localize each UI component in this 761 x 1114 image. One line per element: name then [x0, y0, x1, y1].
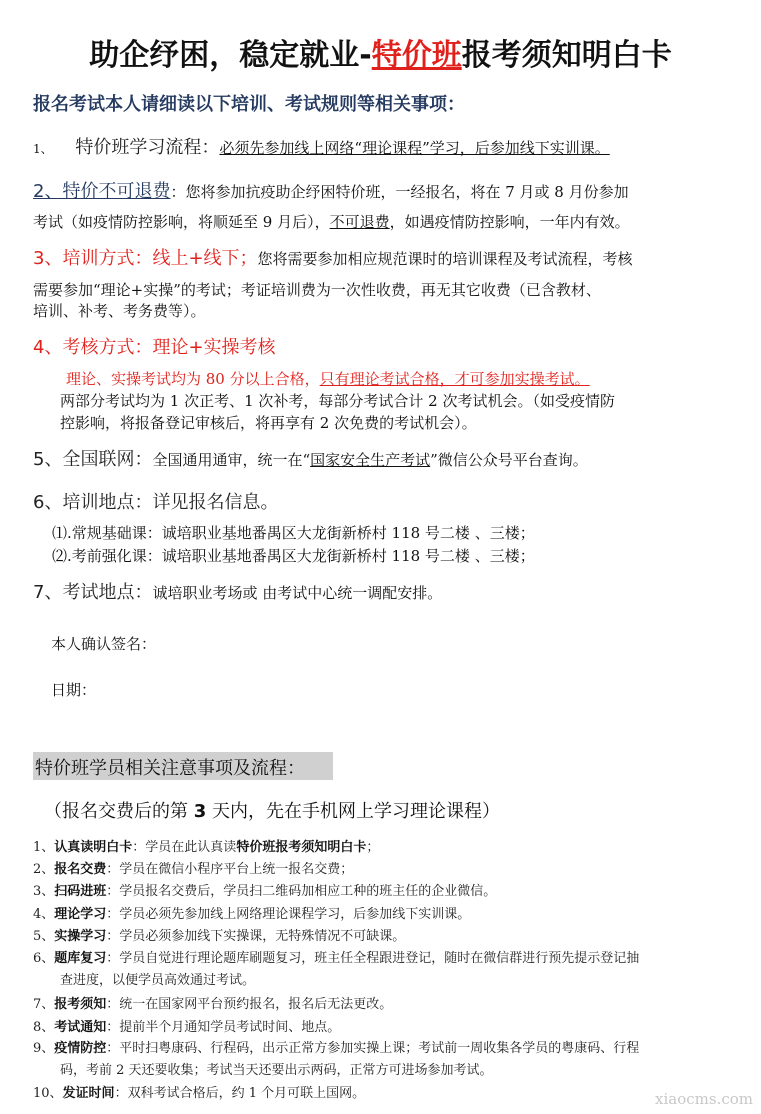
section-2-subtitle	[44, 797, 500, 823]
watermark: xiaocms.com	[655, 1090, 753, 1108]
item-6-label: 6、培训地点：详见报名信息。	[33, 492, 279, 513]
item-1-text: 必须先参加线上网络“理论课程”学习，后参加线下实训课。	[219, 139, 610, 157]
step-text: ：学员必须先参加线上网络理论课程学习，后参加线下实训课。	[106, 907, 471, 922]
item-2-line-2	[33, 211, 630, 232]
page-title	[0, 30, 761, 74]
subtitle-part-2: 天内，先在手机网上学习理论课程）	[206, 801, 500, 822]
step-2	[33, 858, 353, 877]
step-label: 报考须知	[54, 997, 107, 1012]
item-4-text-1: 理论、实操考试均为 80 分以上合格，	[66, 370, 320, 388]
step-5	[33, 925, 405, 944]
item-1-number: 1、	[33, 142, 53, 156]
step-label: 题库复习	[54, 951, 107, 966]
step-label: 发证时间	[62, 1086, 115, 1101]
item-4-line-3: 控影响，将报备登记审核后，将再享有 2 次免费的考试机会）。	[60, 414, 477, 432]
step-label: 实操学习	[54, 929, 107, 944]
step-label: 报名交费	[54, 862, 107, 877]
step-text: ：提前半个月通知学员考试时间、地点。	[106, 1020, 341, 1035]
item-7-label: 7、考试地点：	[33, 582, 153, 603]
step-tail: ；	[366, 840, 380, 855]
step-text: ：双科考试合格后，约 1 个月可联上国网。	[114, 1086, 366, 1101]
step-number: 10、	[33, 1086, 63, 1101]
step-highlight: 特价班	[236, 840, 276, 855]
signature-label: 本人确认签名：	[51, 635, 157, 653]
item-4-line-2: 两部分考试均为 1 次正考、1 次补考，每部分考试合计 2 次考试机会。（如受疫情防	[60, 392, 615, 410]
step-number: 5、	[33, 929, 55, 944]
item-3-line-3: 培训、补考、考务费等）。	[33, 302, 206, 320]
item-6-sub-2: ⑵.考前强化课：诚培职业基地番禺区大龙街新桥村 118 号二楼 、三楼；	[52, 547, 535, 565]
section-2-header	[33, 752, 333, 780]
item-5-label: 5、全国联网：	[33, 449, 153, 470]
title-highlight: 特价班	[371, 38, 462, 73]
step-number: 4、	[33, 907, 55, 922]
step-3	[33, 880, 496, 899]
step-text: ：学员报名交费后，学员扫二维码加相应工种的班主任的企业微信。	[106, 884, 497, 899]
step-number: 2、	[33, 862, 55, 877]
step-text: ：平时扫粤康码、行程码，出示正常方参加实操上课；考试前一周收集各学员的粤康码、行程	[106, 1041, 640, 1056]
step-9-continued: 码，考前 2 天还要收集；考试当天还要出示两码，正常方可进场参加考试。	[60, 1063, 493, 1078]
step-label: 理论学习	[54, 907, 107, 922]
item-2-text-1: ：您将参加抗疫助企纾困特价班，一经报名，将在 7 月或 8 月份参加	[170, 183, 629, 201]
item-5-highlight: 国家安全生产考试	[310, 451, 431, 469]
step-7	[33, 993, 392, 1012]
step-9	[33, 1037, 639, 1056]
item-2-label: 2、特价不可退费	[33, 181, 171, 202]
step-4	[33, 903, 470, 922]
title-suffix: 报考须知明白卡	[461, 38, 672, 73]
step-number: 1、	[33, 840, 55, 855]
step-6-continued: 查进度，以便学员高效通过考试。	[60, 973, 256, 988]
subtitle-day: 3	[193, 801, 207, 822]
step-8	[33, 1016, 340, 1035]
step-label: 认真读明白卡	[54, 840, 133, 855]
step-10	[33, 1082, 365, 1101]
section-2-title: 特价班学员相关注意事项及流程：	[35, 758, 305, 779]
subtitle-part-1: （报名交费后的第	[44, 801, 194, 822]
item-4-text-2: 只有理论考试合格，才可参加实操考试。	[319, 370, 590, 388]
step-number: 8、	[33, 1020, 55, 1035]
step-text: ：学员在此认真读	[132, 840, 237, 855]
no-refund-text: 不可退费	[329, 213, 390, 231]
item-1	[33, 133, 610, 159]
step-6	[33, 947, 639, 966]
step-label: 扫码进班	[54, 884, 107, 899]
step-label: 考试通知	[54, 1020, 107, 1035]
item-1-label: 特价班学习流程：	[75, 137, 220, 158]
intro-text: 报名考试本人请细读以下培训、考试规则等相关事项：	[33, 94, 465, 115]
item-2-text-2: 考试（如疫情防控影响，将顺延至 9 月后），	[33, 213, 330, 231]
item-2-line-1	[33, 177, 629, 203]
step-number: 7、	[33, 997, 55, 1012]
item-6-sub-1: ⑴.常规基础课：诚培职业基地番禺区大龙街新桥村 118 号二楼 、三楼；	[52, 524, 535, 542]
title-prefix: 助企纾困，稳定就业-	[89, 38, 372, 73]
step-1	[33, 836, 379, 855]
step-number: 3、	[33, 884, 55, 899]
step-text: ：统一在国家网平台预约报名，报名后无法更改。	[106, 997, 393, 1012]
step-text: ：学员必须参加线下实操课，无特殊情况不可缺课。	[106, 929, 406, 944]
item-7	[33, 578, 442, 604]
item-4-label: 4、考核方式：理论+实操考核	[33, 337, 276, 358]
item-5-text-2: ”微信公众号平台查询。	[430, 451, 588, 469]
item-4-line-1	[66, 368, 590, 389]
step-number: 6、	[33, 951, 55, 966]
item-2-text-3: ，如遇疫情防控影响，一年内有效。	[389, 213, 630, 231]
item-5-text-1: 全国通用通审，统一在“	[152, 451, 311, 469]
step-text: ：学员在微信小程序平台上统一报名交费；	[106, 862, 354, 877]
date-label: 日期：	[51, 681, 97, 699]
item-3-line-2: 需要参加“理论+实操”的考试；考证培训费为一次性收费，再无其它收费（已含教材、	[33, 281, 601, 299]
step-text: ：学员自觉进行理论题库刷题复习，班主任全程跟进登记，随时在微信群进行预先提示登记抽	[106, 951, 640, 966]
item-3-label: 3、培训方式：线上+线下；	[33, 248, 258, 269]
item-7-text: 诚培职业考场或 由考试中心统一调配安排。	[152, 584, 443, 602]
step-label: 疫情防控	[54, 1041, 107, 1056]
item-5	[33, 445, 588, 471]
item-3-text-1: 您将需要参加相应规范课时的培训课程及考试流程，考核	[257, 250, 633, 268]
item-3-line-1	[33, 244, 633, 270]
step-number: 9、	[33, 1041, 55, 1056]
step-bold: 报考须知明白卡	[275, 840, 367, 855]
